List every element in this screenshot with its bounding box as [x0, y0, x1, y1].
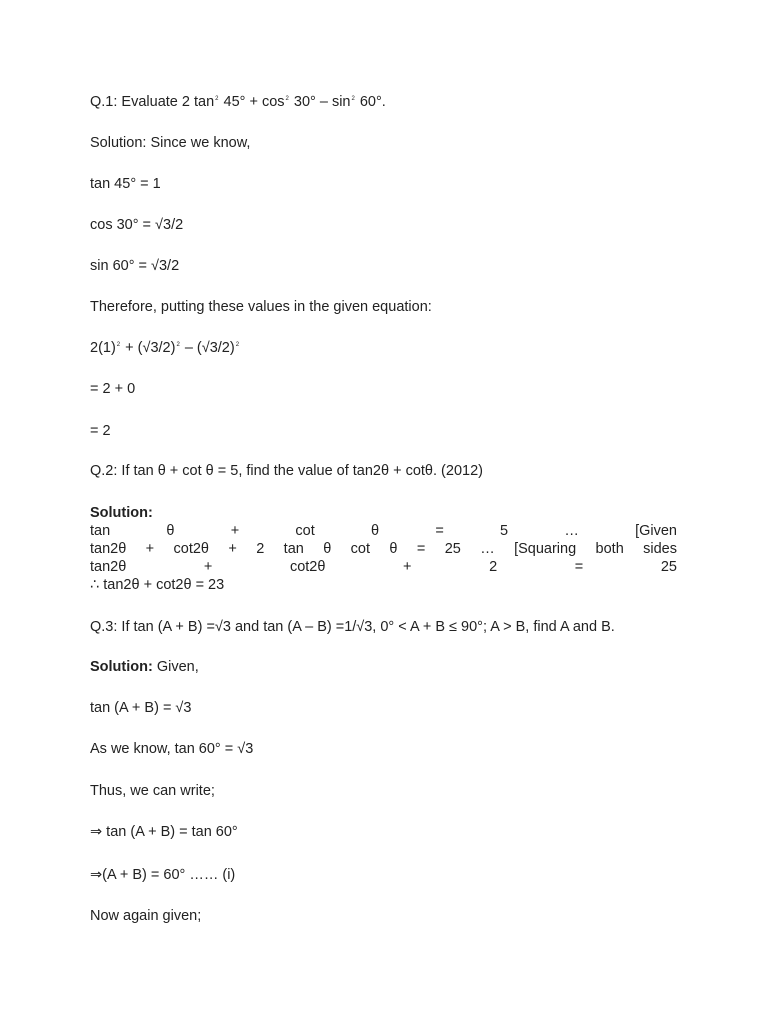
- q2-solution-label: [90, 504, 153, 522]
- word: [Given: [635, 523, 677, 539]
- superscript: 2: [351, 96, 355, 102]
- word: +: [403, 559, 412, 575]
- word: 2: [489, 559, 498, 575]
- q3-line1: tan (A + B) = √3: [90, 700, 192, 716]
- superscript: 2: [176, 342, 180, 348]
- q2-row1: [90, 522, 677, 540]
- word: 25: [444, 541, 461, 557]
- word: tan2θ: [90, 559, 127, 575]
- word: sides: [643, 541, 677, 557]
- solution-label: Solution:: [90, 505, 153, 521]
- word: =: [416, 541, 426, 557]
- word: both: [595, 541, 624, 557]
- expr-part: – (√3/2): [180, 340, 235, 356]
- q1-expression: [90, 339, 240, 357]
- expr-part: 2(1): [90, 340, 116, 356]
- q1-step2: = 2: [90, 423, 111, 439]
- superscript: 2: [215, 96, 219, 102]
- word: tan: [90, 523, 111, 539]
- q1-question-part: 45° + cos: [219, 94, 285, 110]
- word: +: [230, 523, 240, 539]
- q3-line2: As we know, tan 60° = √3: [90, 741, 254, 757]
- word: [Squaring: [514, 541, 577, 557]
- q2-question: Q.2: If tan θ + cot θ = 5, find the value of tan2θ + cotθ. (2012): [90, 463, 483, 479]
- word: +: [203, 559, 213, 575]
- word: θ: [166, 523, 175, 539]
- solution-text: Given,: [152, 659, 199, 675]
- q3-question: Q.3: If tan (A + B) =√3 and tan (A – B) =1/√3, 0° < A + B ≤ 90°; A > B, find A and B.: [90, 619, 615, 635]
- word: tan: [283, 541, 304, 557]
- word: cot2θ: [173, 541, 209, 557]
- word: +: [228, 541, 237, 557]
- q1-step1: = 2 + 0: [90, 381, 136, 397]
- word: cot: [295, 523, 315, 539]
- word: 5: [500, 523, 509, 539]
- word: θ: [371, 523, 380, 539]
- q3-line4: ⇒ tan (A + B) = tan 60°: [90, 824, 238, 840]
- word: =: [574, 559, 584, 575]
- solution-label: Solution:: [90, 659, 153, 675]
- q1-question-part: 60°.: [355, 94, 386, 110]
- word: 2: [256, 541, 265, 557]
- q1-question-part: 30° – sin: [289, 94, 351, 110]
- word: tan2θ: [90, 541, 127, 557]
- q1-therefore: Therefore, putting these values in the given equation:: [90, 299, 432, 315]
- word: θ: [323, 541, 332, 557]
- word: …: [480, 541, 495, 557]
- q1-fact-tan: tan 45° = 1: [90, 176, 161, 192]
- q2-row4: ∴ tan2θ + cot2θ = 23: [90, 577, 225, 593]
- q3-line3: Thus, we can write;: [90, 783, 215, 799]
- superscript: 2: [235, 342, 240, 348]
- word: 25: [660, 559, 677, 575]
- q3-line6: Now again given;: [90, 908, 202, 924]
- q1-fact-sin: sin 60° = √3/2: [90, 258, 180, 274]
- q3-solution: [90, 658, 199, 676]
- superscript: 2: [285, 96, 289, 102]
- word: +: [145, 541, 155, 557]
- q3-line5: ⇒(A + B) = 60° …… (i): [90, 867, 236, 883]
- word: θ: [389, 541, 398, 557]
- word: =: [435, 523, 444, 539]
- expr-part: + (√3/2): [121, 340, 176, 356]
- q1-fact-cos: cos 30° = √3/2: [90, 217, 184, 233]
- q1-question-part: Q.1: Evaluate 2 tan: [90, 94, 215, 110]
- q2-row2: [90, 540, 677, 558]
- word: …: [564, 523, 579, 539]
- q1-question: [90, 93, 386, 111]
- superscript: 2: [116, 342, 121, 348]
- word: cot: [350, 541, 371, 557]
- q2-row3: [90, 558, 677, 576]
- word: cot2θ: [289, 559, 326, 575]
- q1-solution-intro: Solution: Since we know,: [90, 135, 251, 151]
